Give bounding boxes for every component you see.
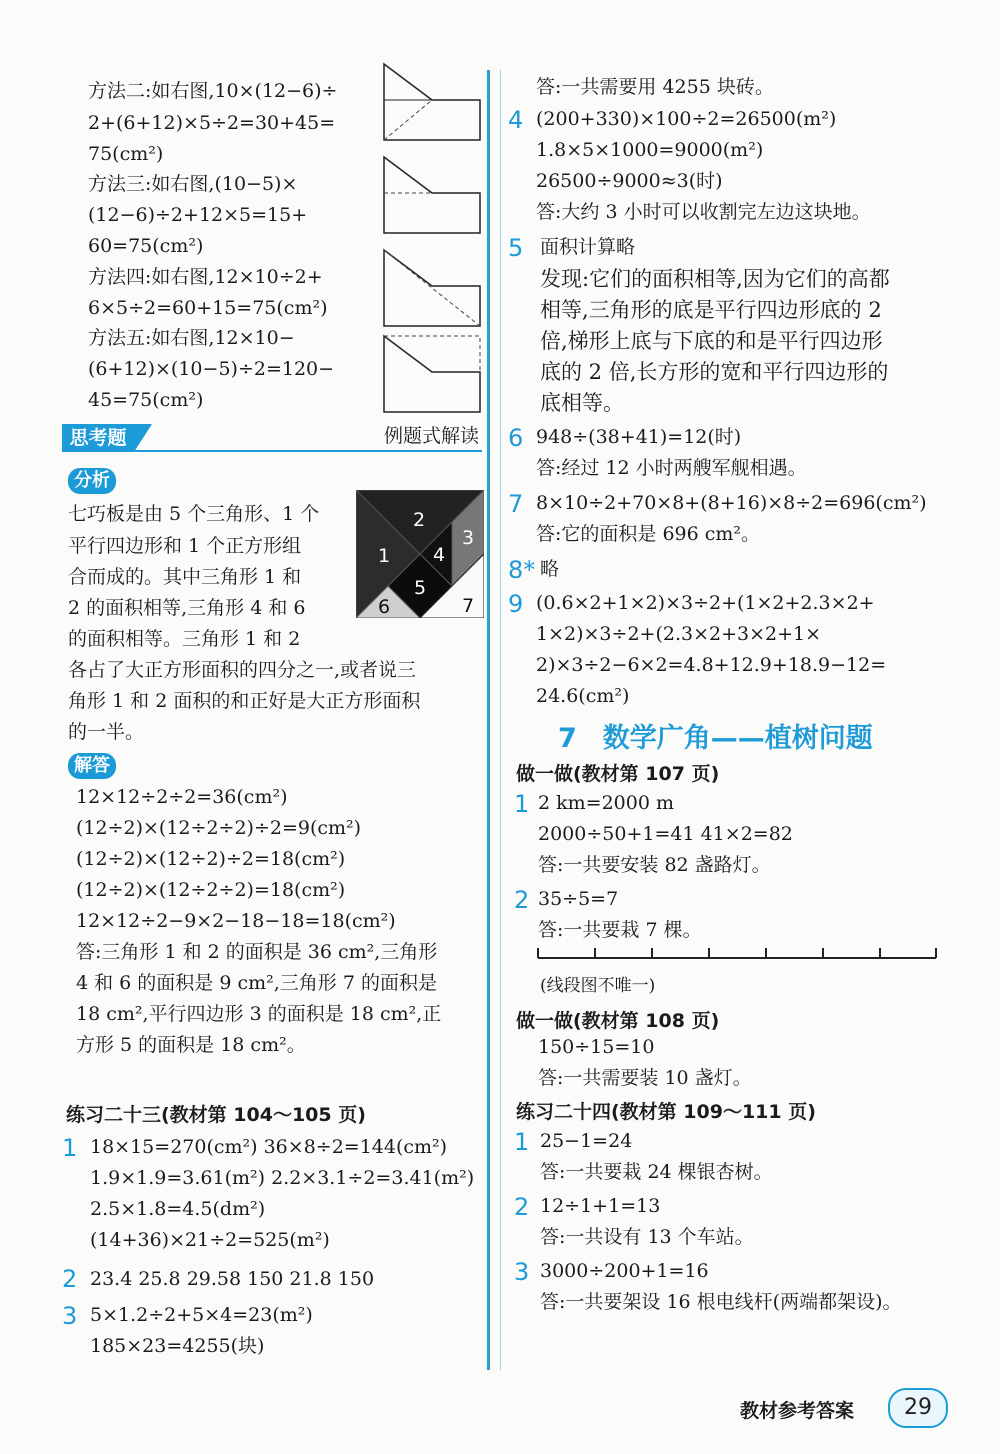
item-number: 2 (62, 1265, 78, 1293)
item-number: 1 (514, 1128, 530, 1156)
item-number: 7 (508, 490, 524, 518)
method-line: 方法二:如右图,10×(12−6)÷ (88, 80, 338, 102)
item-line: 2)×3÷2−6×2=4.8+12.9+18.9−12= (536, 654, 887, 676)
chapter-title: 数学广角——植树问题 (602, 723, 873, 754)
item-line: (0.6×2+1×2)×3÷2+(1×2+2.3×2+ (536, 592, 875, 614)
ex23-line: 18×15=270(cm²) 36×8÷2=144(cm²) (90, 1136, 448, 1158)
think-subtitle: 例题式解读 (383, 425, 479, 447)
item-line: 948÷(38+41)=12(时) (536, 426, 742, 448)
banner-underline (62, 450, 482, 452)
method-line: 45=75(cm²) (88, 389, 204, 411)
method-line: 方法五:如右图,12×10− (88, 327, 295, 349)
item-number: 6 (508, 424, 524, 452)
item-line: 答:大约 3 小时可以收割完左边这块地。 (536, 201, 871, 223)
ex23-line: 23.4 25.8 29.58 150 21.8 150 (90, 1268, 375, 1290)
chapter-number: 7 (558, 723, 577, 754)
column-divider (487, 70, 490, 1370)
ex24-line: 12÷1+1=13 (540, 1195, 661, 1217)
method-4-figure (382, 248, 482, 330)
item-line: 8×10÷2+70×8+(8+16)×8÷2=696(cm²) (536, 492, 927, 514)
analysis-line: 各占了大正方形面积的四分之一,或者说三 (68, 659, 417, 681)
chapter-heading (558, 716, 873, 755)
try-line: 答:一共要栽 7 棵。 (538, 919, 702, 941)
ex23-line: 5×1.2÷2+5×4=23(m²) (90, 1304, 313, 1326)
segment-note: (线段图不唯一) (540, 976, 656, 996)
answer-line: 4 和 6 的面积是 9 cm²,三角形 7 的面积是 (76, 972, 437, 994)
answer-line: 方形 5 的面积是 18 cm²。 (76, 1034, 306, 1056)
tangram-label: 7 (462, 595, 475, 617)
ex23-line: 2.5×1.8=4.5(dm²) (90, 1198, 266, 1220)
try-line: 答:一共要安装 82 盏路灯。 (538, 854, 771, 876)
analysis-line: 的面积相等。三角形 1 和 2 (68, 628, 301, 650)
item-line: 略 (540, 558, 560, 580)
think-banner-label: 思考题 (62, 424, 134, 452)
item-number: 9 (508, 590, 524, 618)
method-line: 方法四:如右图,12×10÷2+ (88, 266, 323, 288)
item-line: 发现:它们的面积相等,因为它们的高都 (540, 267, 890, 291)
item-line: 24.6(cm²) (536, 685, 630, 707)
answer-line: 18 cm²,平行四边形 3 的面积是 18 cm²,正 (76, 1003, 442, 1025)
analysis-line: 七巧板是由 5 个三角形、1 个 (68, 503, 320, 525)
answer-badge: 解答 (68, 753, 116, 779)
item-line: 1×2)×3÷2+(2.3×2+3×2+1× (536, 623, 822, 645)
tangram-label: 2 (413, 509, 426, 531)
item-line: 相等,三角形的底是平行四边形底的 2 (540, 298, 882, 322)
analysis-line: 平行四边形和 1 个正方形组 (68, 535, 302, 557)
answer-line: 12×12÷2÷2=36(cm²) (76, 786, 288, 808)
ex23-line: (14+36)×21÷2=525(m²) (90, 1229, 330, 1251)
try-line: 2000÷50+1=41 41×2=82 (538, 823, 793, 845)
try-line: 2 km=2000 m (538, 792, 674, 814)
tangram-label: 4 (433, 544, 446, 566)
item-number: 5 (508, 234, 524, 262)
item-line: 倍,梯形上底与下底的和是平行四边形 (540, 329, 883, 353)
exercise24-title: 练习二十四(教材第 109～111 页) (516, 1101, 816, 1123)
analysis-line: 角形 1 和 2 面积的和正好是大正方形面积 (68, 690, 421, 712)
method-line: (6+12)×(10−5)÷2=120− (88, 358, 335, 380)
banner-tab (134, 424, 152, 452)
segment-diagram (536, 944, 938, 964)
analysis-line: 2 的面积相等,三角形 4 和 6 (68, 597, 306, 619)
tangram-figure (356, 490, 484, 618)
tangram-label: 3 (462, 527, 475, 549)
ex24-line: 答:一共要栽 24 棵银杏树。 (540, 1161, 773, 1183)
item-number: 1 (62, 1134, 78, 1162)
item-number: 2 (514, 886, 530, 914)
answer-line: 12×12÷2−9×2−18−18=18(cm²) (76, 910, 396, 932)
method-line: 2+(6+12)×5÷2=30+45= (88, 112, 336, 134)
think-banner (62, 424, 487, 452)
try-line: 150÷15=10 (538, 1036, 655, 1058)
method-line: (12−6)÷2+12×5=15+ (88, 204, 308, 226)
page-number-badge: 29 (888, 1388, 948, 1428)
ex23-line: 185×23=4255(块) (90, 1335, 265, 1357)
item-line: 面积计算略 (540, 236, 636, 258)
answer-line: (12÷2)×(12÷2÷2)=18(cm²) (76, 879, 346, 901)
item-number: 3 (62, 1302, 78, 1330)
try-line: 35÷5=7 (538, 888, 619, 910)
ex24-line: 答:一共要架设 16 根电线杆(两端都架设)。 (540, 1291, 902, 1313)
item-line: (200+330)×100÷2=26500(m²) (536, 108, 837, 130)
item-line: 答:它的面积是 696 cm²。 (536, 523, 761, 545)
tangram-label: 5 (414, 577, 427, 599)
item-line: 底的 2 倍,长方形的宽和平行四边形的 (540, 360, 889, 384)
item-number: 4 (508, 106, 524, 134)
ex23-line: 1.9×1.9=3.61(m²) 2.2×3.1÷2=3.41(m²) (90, 1167, 475, 1189)
method-line: 60=75(cm²) (88, 235, 204, 257)
method-line: 方法三:如右图,(10−5)× (88, 173, 298, 195)
item-number: 1 (514, 790, 530, 818)
method-line: 6×5÷2=60+15=75(cm²) (88, 297, 328, 319)
top-answer: 答:一共需要用 4255 块砖。 (536, 76, 774, 98)
ex24-line: 答:一共设有 13 个车站。 (540, 1226, 754, 1248)
item-line: 底相等。 (540, 391, 624, 415)
column-divider-thin (500, 70, 501, 1370)
analysis-line: 的一半。 (68, 721, 145, 743)
try-line: 答:一共需要装 10 盏灯。 (538, 1067, 752, 1089)
item-line: 1.8×5×1000=9000(m²) (536, 139, 764, 161)
item-number: 8* (508, 556, 536, 584)
footer-label: 教材参考答案 (740, 1400, 855, 1422)
method-2-figure (382, 62, 482, 144)
method-line: 75(cm²) (88, 143, 164, 165)
try2-title: 做一做(教材第 108 页) (516, 1010, 720, 1032)
tangram-label: 6 (378, 596, 391, 618)
item-number: 3 (514, 1258, 530, 1286)
item-number: 2 (514, 1193, 530, 1221)
answer-line: (12÷2)×(12÷2)÷2=18(cm²) (76, 848, 346, 870)
ex24-line: 3000÷200+1=16 (540, 1260, 709, 1282)
answer-line: 答:三角形 1 和 2 的面积是 36 cm²,三角形 (76, 941, 438, 963)
item-line: 答:经过 12 小时两艘军舰相遇。 (536, 457, 807, 479)
analysis-badge: 分析 (68, 468, 116, 494)
ex24-line: 25−1=24 (540, 1130, 633, 1152)
method-5-figure (382, 334, 482, 416)
analysis-line: 合而成的。其中三角形 1 和 (68, 566, 302, 588)
tangram-label: 1 (378, 545, 391, 567)
try1-title: 做一做(教材第 107 页) (516, 763, 720, 785)
answer-line: (12÷2)×(12÷2÷2)÷2=9(cm²) (76, 817, 362, 839)
exercise23-title: 练习二十三(教材第 104～105 页) (66, 1104, 366, 1126)
method-3-figure (382, 155, 482, 237)
item-line: 26500÷9000≈3(时) (536, 170, 723, 192)
